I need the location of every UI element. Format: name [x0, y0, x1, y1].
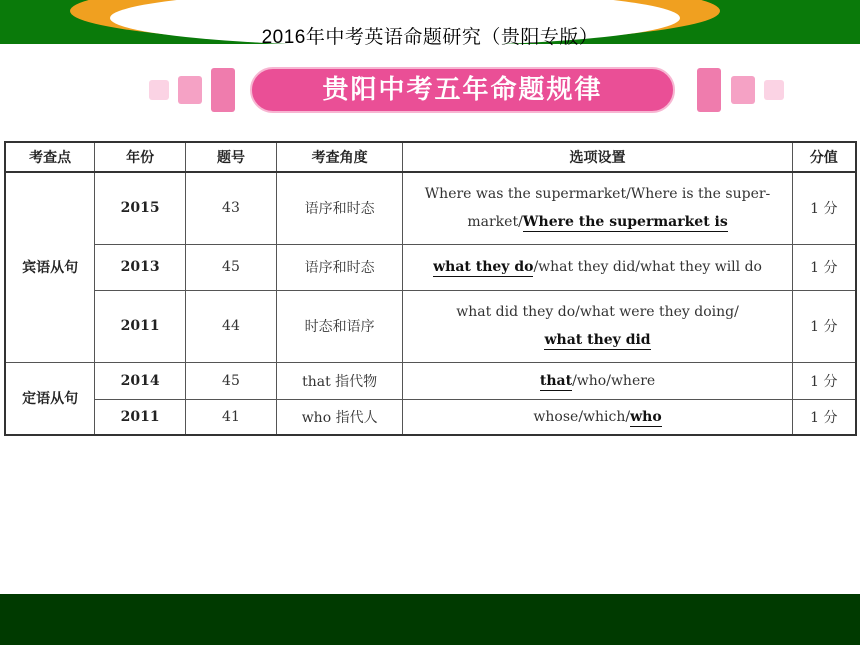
answer-text: what they did: [544, 332, 651, 348]
angle-cell: 时态和语序: [276, 290, 403, 362]
answer-text: what they do: [433, 259, 534, 275]
score-cell: 1 分: [792, 399, 856, 435]
column-header: 选项设置: [403, 142, 792, 172]
year-cell: 2011: [95, 399, 186, 435]
table-row: [5, 362, 856, 399]
year-cell: 2013: [95, 244, 186, 290]
year-cell: 2015: [95, 172, 186, 244]
options-cell: [403, 172, 792, 244]
score-cell: 1 分: [792, 290, 856, 362]
options-cell: [403, 399, 792, 435]
question-number-cell: 43: [186, 172, 277, 244]
column-header: 年份: [95, 142, 186, 172]
score-cell: 1 分: [792, 362, 856, 399]
category-cell: 定语从句: [5, 362, 95, 435]
exam-analysis-table: [4, 141, 857, 436]
banner-square-decoration: [149, 80, 169, 100]
angle-cell: 语序和时态: [276, 172, 403, 244]
page-title: 2016年中考英语命题研究（贵阳专版）: [261, 27, 599, 48]
column-header: 考查点: [5, 142, 95, 172]
question-number-cell: 44: [186, 290, 277, 362]
bottom-bar: [0, 594, 860, 645]
year-cell: 2014: [95, 362, 186, 399]
options-text: Where was the supermarket/Where is the super-: [424, 186, 771, 203]
column-header: 题号: [186, 142, 277, 172]
banner-square-decoration: [178, 76, 202, 104]
question-number-cell: 45: [186, 362, 277, 399]
answer-text: who: [630, 408, 662, 425]
banner-area: [145, 64, 785, 118]
options-text: whose/which/: [533, 408, 631, 425]
options-text: /what they did/what they will do: [533, 259, 762, 275]
options-text: market/: [467, 214, 523, 231]
banner-square-decoration: [764, 80, 784, 100]
options-text: /who/where: [572, 372, 656, 389]
banner-square-decoration: [731, 76, 755, 104]
category-cell: 宾语从句: [5, 172, 95, 362]
answer-text: Where the supermarket is: [522, 214, 728, 231]
section-banner: 贵阳中考五年命题规律: [250, 67, 675, 113]
table-row: [5, 244, 856, 290]
banner-square-decoration: [211, 68, 235, 112]
angle-cell: who 指代人: [276, 399, 403, 435]
table-row: [5, 399, 856, 435]
answer-text: that: [539, 372, 573, 389]
options-cell: [403, 290, 792, 362]
banner-square-decoration: [697, 68, 721, 112]
table-row: [5, 172, 856, 244]
question-number-cell: 45: [186, 244, 277, 290]
score-cell: 1 分: [792, 172, 856, 244]
year-cell: 2011: [95, 290, 186, 362]
angle-cell: that 指代物: [276, 362, 403, 399]
options-cell: [403, 244, 792, 290]
question-number-cell: 41: [186, 399, 277, 435]
column-header: 分值: [792, 142, 856, 172]
table-header-row: [5, 142, 856, 172]
options-cell: [403, 362, 792, 399]
table-row: [5, 290, 856, 362]
score-cell: 1 分: [792, 244, 856, 290]
options-text: what did they do/what were they doing/: [456, 304, 739, 320]
column-header: 考查角度: [276, 142, 403, 172]
angle-cell: 语序和时态: [276, 244, 403, 290]
